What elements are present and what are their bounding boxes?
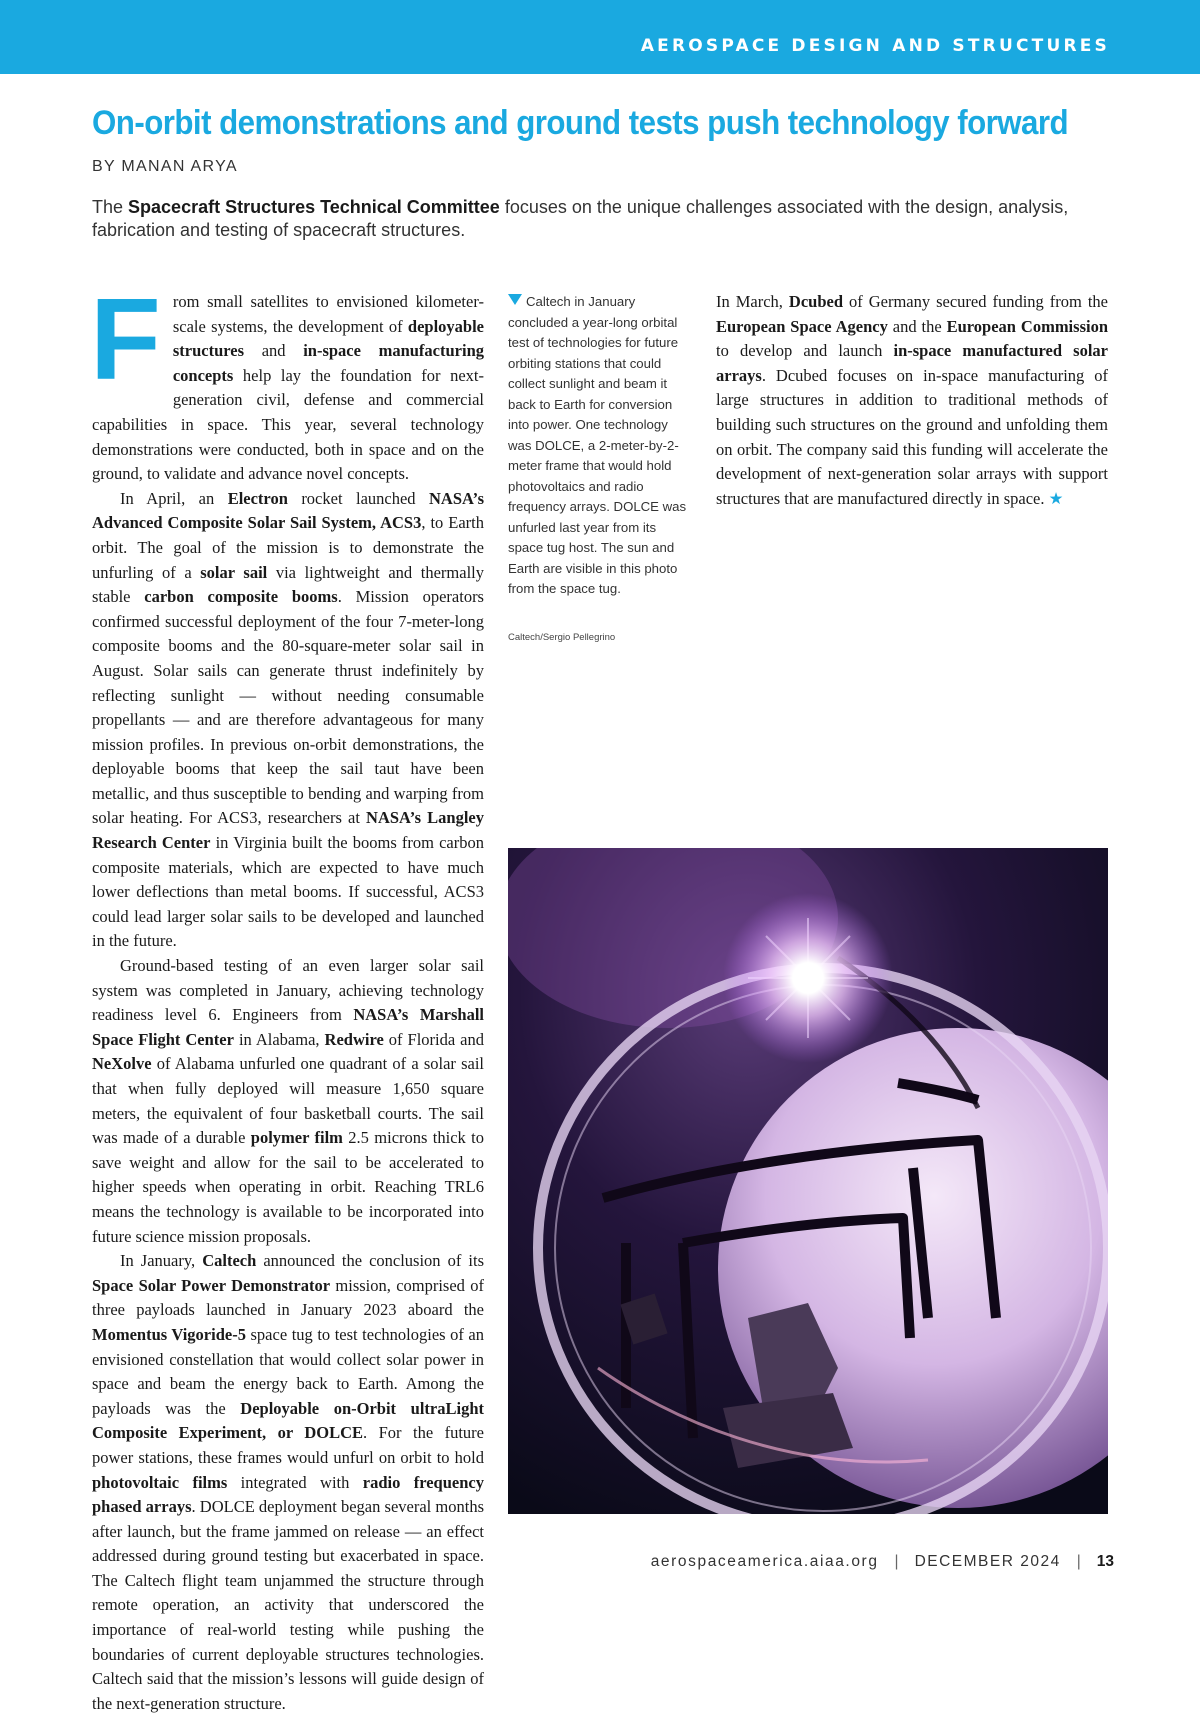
bold-term: Space Solar Power Demonstrator: [92, 1275, 331, 1295]
bold-term: in-space manufactured solar arrays: [716, 341, 1108, 385]
bold-term: solar sail: [200, 562, 268, 582]
bold-term: Dcubed: [788, 292, 843, 311]
text-run: Ground-based testing of an even larger solar sail system was completed in January, achieving technology readiness level 6. Engineers from: [92, 956, 484, 1025]
text-run: . Dcubed focuses on in-space manufacturing of large structures in addition to traditional methods of building such structures on the ground and unfolding them on orbit. The company said this funding will accelerate the development of next-generation solar arrays with support structures that are manufactured directly in space.: [716, 365, 1108, 508]
footer-date: DECEMBER 2024: [914, 1553, 1061, 1570]
text-run: of Alabama unfurled one quadrant of a solar sail that when fully deployed will measure 1,650 square meters, the equivalent of four basketball courts. The sail was made of a durable: [92, 1054, 484, 1148]
text-run: . Mission operators confirmed successful deployment of the four 7-meter-long composite booms and the 80-square-meter solar sail in August. Solar sails can generate thrust indefinitely by reflecting sunlight — without needing consumable propellants — and are therefore advantageous for many mission profiles. In previous on-orbit demonstrations, the deployable booms that keep the sail taut have been metallic, and thus susceptible to bending and warping from solar heating. For ACS3, researchers at: [92, 587, 484, 828]
paragraph-2: [92, 487, 484, 954]
bold-term: radio frequency phased arrays: [92, 1472, 484, 1517]
text-run: of Germany secured funding from the: [843, 292, 1108, 311]
text-run: rocket launched: [287, 488, 429, 508]
bold-term: Deployable on-Orbit ultraLight Composite Experiment, or DOLCE: [92, 1398, 484, 1443]
text-run: in Alabama,: [233, 1029, 325, 1049]
text-run: In January,: [120, 1251, 203, 1271]
caption-triangle-icon: [508, 294, 522, 305]
drop-cap: F: [90, 274, 161, 404]
bold-term: European Commission: [946, 316, 1108, 336]
bold-term: deployable structures: [172, 316, 484, 361]
byline: BY MANAN ARYA: [92, 158, 238, 175]
dolce-photo: [508, 848, 1108, 1514]
bold-term: polymer film: [250, 1128, 343, 1148]
page-footer: [651, 1553, 1114, 1571]
bold-term: NeXolve: [92, 1054, 152, 1074]
photo-sun: [723, 893, 893, 1063]
text-run: to develop and launch: [716, 341, 894, 361]
text-run: In March,: [716, 292, 789, 311]
text-run: mission, comprised of three payloads launched in January 2023 aboard the: [92, 1275, 484, 1320]
text-run: space tug to test technologies of an envisioned constellation that would collect solar power in space and beam the energy back to Earth. Among the payloads was the: [92, 1324, 484, 1418]
text-run: and the: [887, 316, 947, 336]
page-number: 13: [1096, 1553, 1114, 1570]
article-title: On-orbit demonstrations and ground tests push technology forward: [92, 104, 1069, 142]
text-run: of Florida and: [383, 1029, 484, 1049]
article-dek: The Spacecraft Structures Technical Committee focuses on the unique challenges associated with the design, analysis, fabrication and testing of spacecraft structures.: [92, 197, 1069, 240]
footer-site: aerospaceamerica.aiaa.org: [650, 1553, 879, 1570]
text-run: 2.5 microns thick to save weight and allow for the sail to be accelerated to higher speeds when operating in orbit. Reaching TRL6 means the technology is available to be incorporated into future science mission proposals.: [92, 1128, 485, 1246]
text-run: announced the conclusion of its: [256, 1251, 484, 1271]
paragraph-3: [92, 954, 484, 1249]
paragraph-4: [92, 1249, 484, 1716]
bold-term: NASA’s Advanced Composite Solar Sail System, ACS3: [92, 488, 484, 533]
text-run: help lay the foundation for next-generation civil, defense and commercial capabilities in space. This year, several technology demonstrations were conducted, both in space and on the ground, to validate and advance novel concepts.: [92, 365, 484, 484]
section-label: AEROSPACE DESIGN AND STRUCTURES: [640, 36, 1110, 56]
text-run: via lightweight and thermally stable: [92, 562, 484, 607]
bold-term: photovoltaic films: [92, 1472, 228, 1492]
article-column-1: [90, 274, 485, 1716]
bold-term: Redwire: [324, 1029, 384, 1049]
bold-term: NASA’s Marshall Space Flight Center: [92, 1005, 484, 1049]
text-run: In April, an: [120, 488, 228, 508]
header-bar: [0, 0, 1200, 74]
bold-term: Electron: [227, 488, 288, 508]
bold-term: Momentus Vigoride-5: [92, 1324, 246, 1344]
bold-term: NASA’s Langley Research Center: [92, 808, 485, 853]
text-run: and: [244, 341, 304, 361]
bold-term: in-space manufacturing concepts: [172, 341, 485, 385]
footer-separator: |: [1076, 1553, 1081, 1570]
text-run: integrated with: [227, 1472, 363, 1492]
photo-caption: Caltech in January concluded a year-long orbital test of technologies for future orbiting stations that could collect sunlight and beam it back to Earth for conversion into power. One technology was DOLCE, a 2-meter-by-2-meter frame that would hold photovoltaics and radio frequency arrays. DOLCE was unfurled last year from its space tug host. The sun and Earth are visible in this photo from the space tug.: [508, 294, 687, 596]
article-column-3: [716, 290, 1108, 511]
end-star-icon: ★: [1048, 488, 1064, 508]
text-run: in Virginia built the booms from carbon composite materials, which are expected to have much lower deflections than metal booms. If successful, ACS3 could lead larger solar sails to be developed and launched in the future.: [92, 833, 484, 951]
text-run: , to Earth orbit. The goal of the mission is to demonstrate the unfurling of a: [92, 513, 484, 582]
text-run: . For the future power stations, these frames would unfurl on orbit to hold: [92, 1423, 484, 1467]
bold-term: carbon composite booms: [144, 587, 338, 607]
text-run: . DOLCE deployment began several months after launch, but the frame jammed on release — an effect addressed during ground testing but exacerbated in space. The Caltech flight team unjammed the structure through remote operation, an activity that underscored the importance of real-world testing while pushing the boundaries of current deployable structures technologies. Caltech said that the mission’s lessons will guide design of the next-generation structure.: [92, 1497, 484, 1713]
bold-term: Caltech: [202, 1251, 257, 1271]
bold-term: European Space Agency: [716, 316, 888, 336]
footer-separator: |: [894, 1553, 899, 1570]
committee-name: Spacecraft Structures Technical Committee: [128, 197, 500, 217]
text-run: rom small satellites to envisioned kilometer-scale systems, the development of: [172, 292, 484, 336]
paragraph-5: [716, 290, 1108, 511]
photo-credit: Caltech/Sergio Pellegrino: [508, 632, 616, 643]
paragraph-1: [90, 274, 485, 487]
